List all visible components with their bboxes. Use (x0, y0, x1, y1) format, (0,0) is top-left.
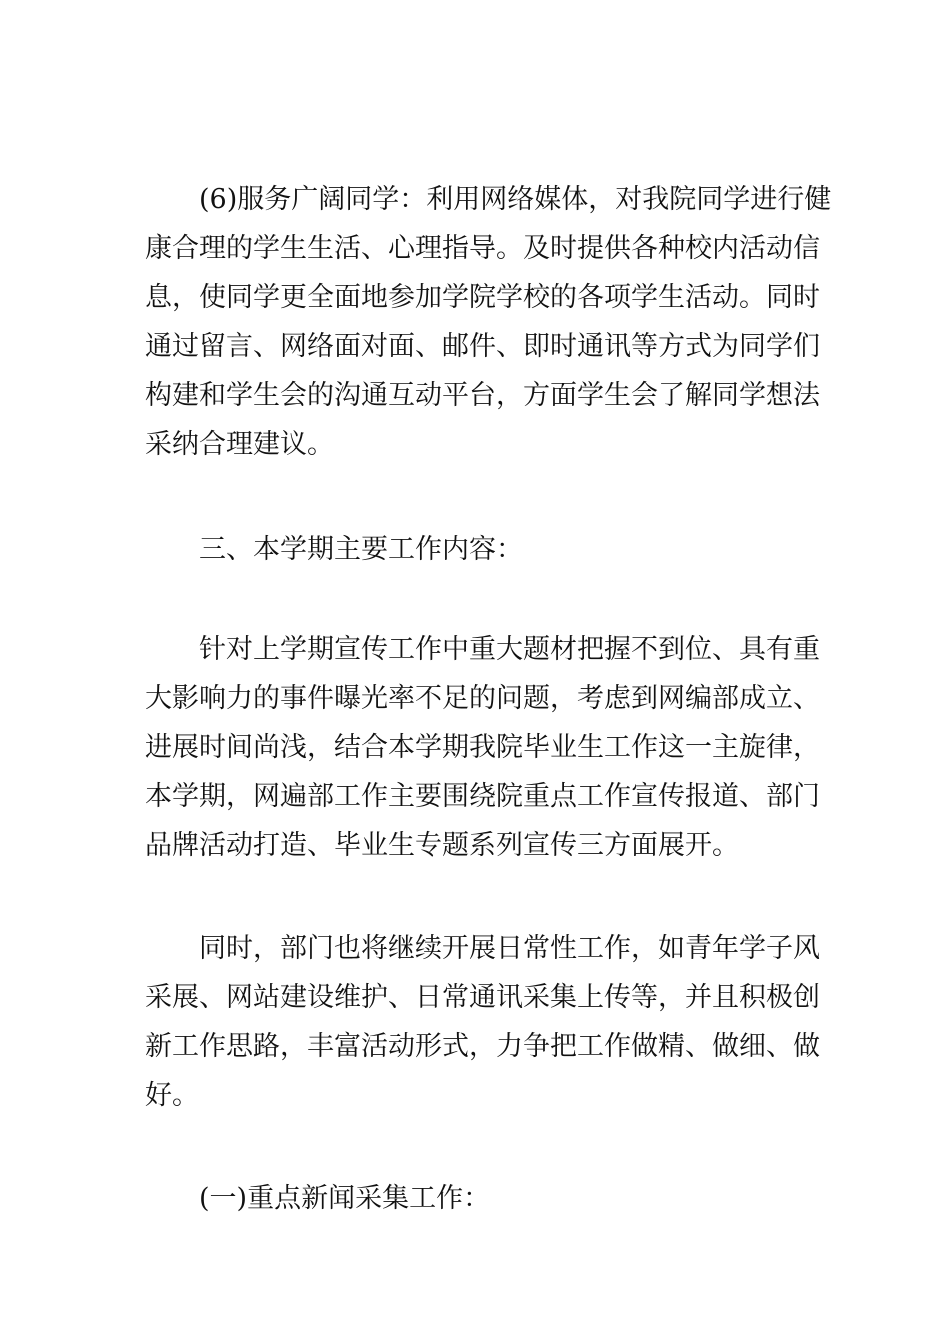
paragraph-4-line-4: 好。 (145, 1080, 199, 1111)
paragraph-4-line-2: 采展、网站建设维护、日常通讯采集上传等，并且积极创 (145, 982, 820, 1013)
paragraph-1-line-1: (6)服务广阔同学：利用网络媒体，对我院同学进行健 (145, 184, 832, 215)
paragraph-3-line-3: 进展时间尚浅，结合本学期我院毕业生工作这一主旋律， (145, 732, 820, 763)
paragraph-4-line-1: 同时，部门也将继续开展日常性工作，如青年学子风 (145, 933, 820, 964)
paragraph-1-line-2: 康合理的学生生活、心理指导。及时提供各种校内活动信 (145, 233, 820, 264)
paragraph-1-line-4: 通过留言、网络面对面、邮件、即时通讯等方式为同学们 (145, 331, 820, 362)
paragraph-3-line-2: 大影响力的事件曝光率不足的问题，考虑到网编部成立、 (145, 683, 820, 714)
section-heading-3: 三、本学期主要工作内容： (145, 534, 523, 565)
paragraph-1-line-5: 构建和学生会的沟通互动平台，方面学生会了解同学想法 (145, 380, 820, 411)
paragraph-1-line-3: 息，使同学更全面地参加学院学校的各项学生活动。同时 (145, 282, 820, 313)
paragraph-4-line-3: 新工作思路，丰富活动形式，力争把工作做精、做细、做 (145, 1031, 820, 1062)
paragraph-3-line-4: 本学期，网遍部工作主要围绕院重点工作宣传报道、部门 (145, 781, 820, 812)
subsection-heading-1: (一)重点新闻采集工作： (145, 1183, 491, 1214)
paragraph-1-line-6: 采纳合理建议。 (145, 429, 334, 460)
paragraph-3-line-1: 针对上学期宣传工作中重大题材把握不到位、具有重 (145, 634, 820, 665)
paragraph-3-line-5: 品牌活动打造、毕业生专题系列宣传三方面展开。 (145, 830, 739, 861)
